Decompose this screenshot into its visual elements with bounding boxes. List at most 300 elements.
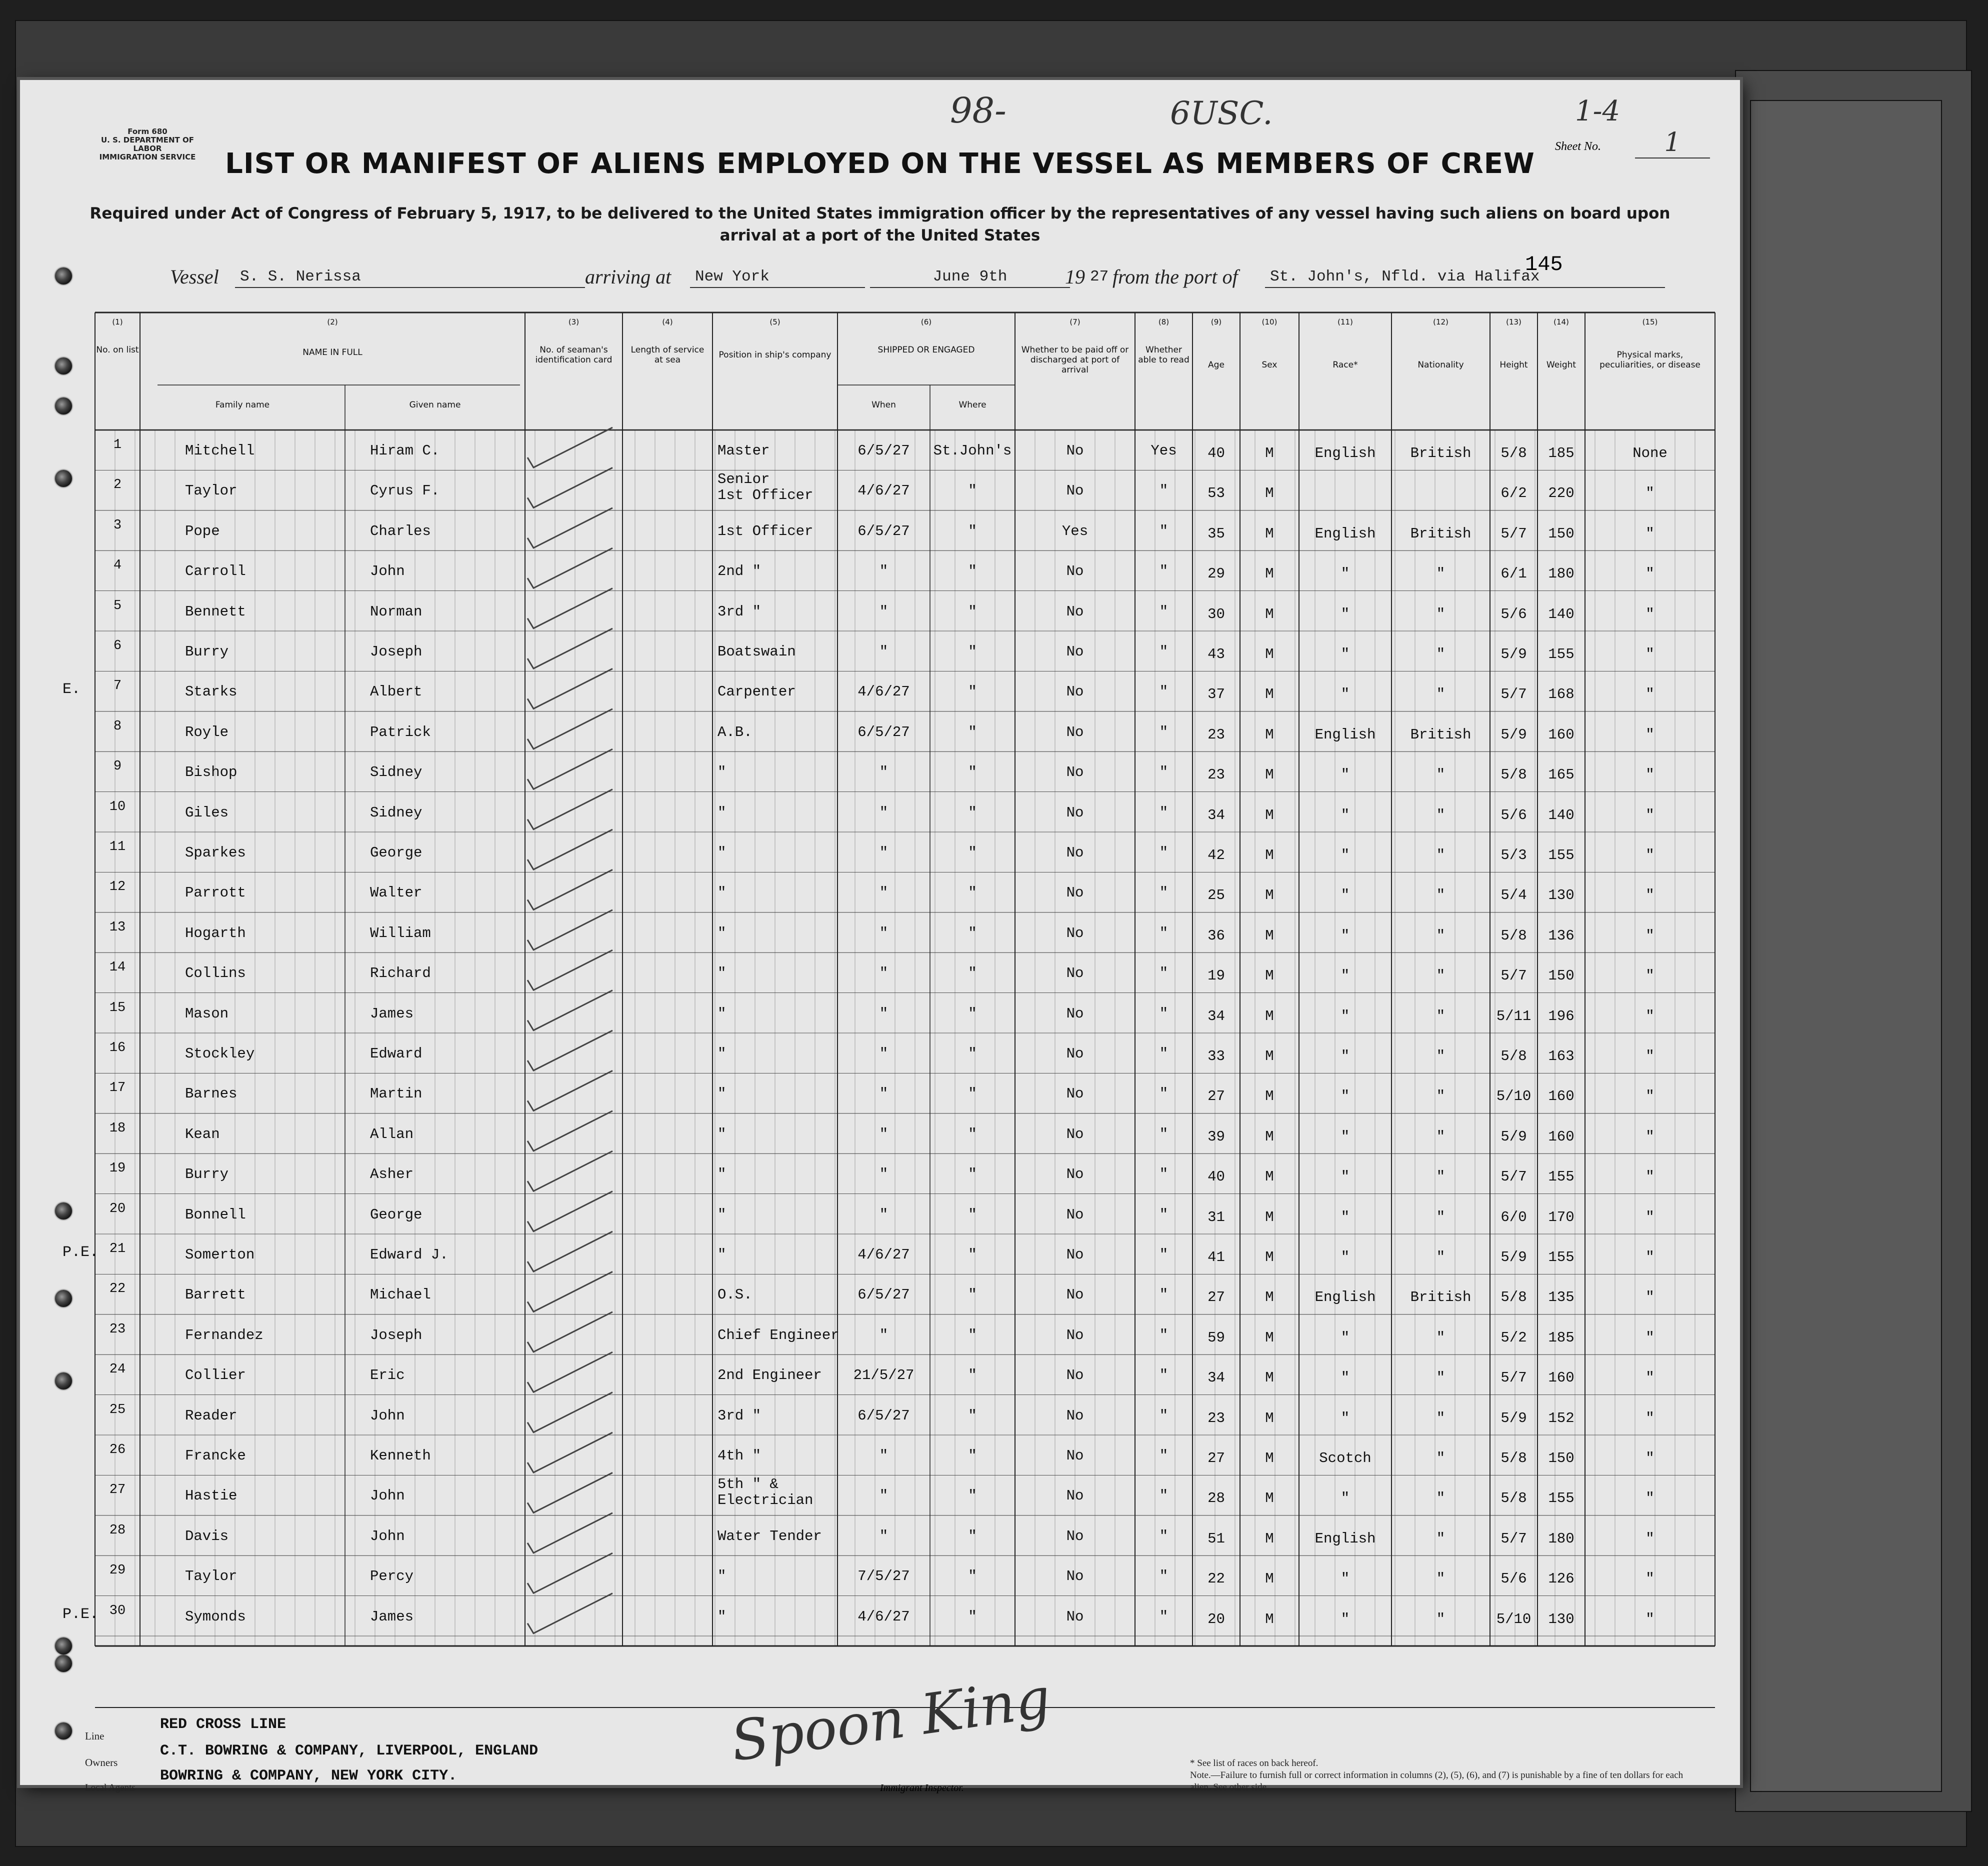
col-10-header: Sex — [1262, 360, 1278, 370]
given-name: Allan — [370, 1126, 414, 1142]
height: 5/8 — [1500, 766, 1527, 784]
checkmark-icon — [528, 1553, 612, 1593]
nationality: " — [1436, 927, 1446, 944]
sex: M — [1265, 1490, 1274, 1507]
row-number: 20 — [109, 1201, 126, 1216]
shipped-when: " — [879, 844, 888, 861]
col-1-number: (1) — [112, 318, 123, 326]
weight: 140 — [1548, 606, 1574, 622]
checkmark-icon — [528, 910, 612, 950]
shipped-where: " — [968, 644, 977, 660]
family-name: Francke — [185, 1448, 246, 1464]
row-number: 1 — [113, 438, 122, 452]
weight: 155 — [1548, 1168, 1574, 1186]
family-name: Mason — [185, 1005, 229, 1022]
age: 40 — [1208, 445, 1225, 462]
able-to-read: " — [1159, 603, 1168, 620]
age: 33 — [1208, 1048, 1225, 1064]
col-6-number: (6) — [920, 318, 932, 326]
shipped-where: " — [968, 1206, 977, 1223]
paid-off: No — [1066, 563, 1084, 580]
inspector-signature: Spoon King — [727, 1665, 1054, 1774]
shipped-where: " — [968, 1528, 977, 1544]
position: " — [718, 1005, 726, 1022]
col-13-number: (13) — [1506, 318, 1522, 326]
physical-marks: " — [1646, 847, 1654, 864]
weight: 152 — [1548, 1410, 1574, 1426]
sex: M — [1265, 1289, 1274, 1306]
sex: M — [1265, 1168, 1274, 1186]
family-name: Mitchell — [185, 442, 255, 459]
nationality: " — [1436, 847, 1446, 864]
height: 5/9 — [1500, 726, 1527, 743]
sex: M — [1265, 766, 1274, 784]
shipped-where: " — [968, 522, 977, 540]
row-number: 22 — [109, 1282, 126, 1297]
height: 5/7 — [1500, 1370, 1527, 1386]
weight: 185 — [1548, 445, 1574, 462]
paid-off: No — [1066, 1608, 1084, 1625]
shipped-when: " — [879, 563, 888, 580]
sex: M — [1265, 606, 1274, 622]
physical-marks: " — [1646, 485, 1654, 502]
paid-off: No — [1066, 1046, 1084, 1062]
race: " — [1340, 887, 1350, 904]
race: " — [1340, 1249, 1350, 1266]
checkmark-icon — [528, 628, 612, 668]
race: " — [1340, 1410, 1350, 1426]
family-name: Burry — [185, 1166, 229, 1183]
position-continued: Electrician — [718, 1492, 814, 1509]
shipped-when: 6/5/27 — [858, 442, 910, 459]
position: " — [718, 1568, 726, 1585]
shipped-where: " — [968, 1407, 977, 1424]
family-name: Kean — [185, 1126, 220, 1142]
able-to-read: " — [1159, 1608, 1168, 1625]
row-number: 18 — [109, 1120, 126, 1136]
sex: M — [1265, 566, 1274, 582]
paid-off: No — [1066, 1246, 1084, 1263]
races-note: * See list of races on back hereof. — [1190, 1758, 1318, 1768]
nationality: British — [1410, 445, 1472, 462]
given-name: George — [370, 1206, 422, 1223]
row-number: 13 — [109, 920, 126, 935]
family-name: Symonds — [185, 1608, 246, 1625]
physical-marks: " — [1646, 1370, 1654, 1386]
height: 6/0 — [1500, 1208, 1527, 1226]
race: English — [1314, 1289, 1376, 1306]
race: " — [1340, 1048, 1350, 1064]
sex: M — [1265, 1570, 1274, 1588]
race: " — [1340, 1008, 1350, 1024]
height: 5/7 — [1500, 525, 1527, 542]
shipped-when-header: When — [872, 400, 896, 410]
weight: 196 — [1548, 1008, 1574, 1024]
weight: 150 — [1548, 968, 1574, 984]
nationality: " — [1436, 1450, 1446, 1466]
row-number: 19 — [109, 1161, 126, 1176]
handwritten-top-note-2: 6USC. — [1170, 95, 1273, 132]
race: " — [1340, 1610, 1350, 1628]
sex: M — [1265, 1410, 1274, 1426]
height: 5/9 — [1500, 1249, 1527, 1266]
family-name: Royle — [185, 724, 229, 740]
position: A.B. — [718, 724, 752, 740]
family-name: Barrett — [185, 1286, 246, 1304]
row-number: 4 — [113, 558, 122, 574]
nationality: " — [1436, 968, 1446, 984]
able-to-read: " — [1159, 1166, 1168, 1183]
height: 5/9 — [1500, 646, 1527, 662]
row-number: 26 — [109, 1442, 126, 1458]
physical-marks: " — [1646, 806, 1654, 824]
physical-marks: " — [1646, 1249, 1654, 1266]
checkmark-icon — [528, 1432, 612, 1472]
race: " — [1340, 1168, 1350, 1186]
handwritten-corner-note: 1-4 — [1575, 95, 1620, 128]
race: " — [1340, 806, 1350, 824]
given-name: Kenneth — [370, 1448, 431, 1464]
checkmark-icon — [528, 1030, 612, 1070]
family-name: Sparkes — [185, 844, 246, 861]
age: 27 — [1208, 1088, 1225, 1105]
paid-off: No — [1066, 804, 1084, 821]
given-name: Charles — [370, 522, 431, 540]
shipped-when: " — [879, 1126, 888, 1142]
checkmark-icon — [528, 1392, 612, 1432]
position: 3rd " — [718, 1407, 762, 1424]
age: 23 — [1208, 1410, 1225, 1426]
row-number: 30 — [109, 1603, 126, 1618]
arrival-year: 27 — [1090, 268, 1109, 286]
paid-off: No — [1066, 482, 1084, 500]
checkmark-icon — [528, 428, 612, 468]
race: " — [1340, 606, 1350, 622]
family-name: Bennett — [185, 603, 246, 620]
shipped-where: " — [968, 563, 977, 580]
shipped-when: 4/6/27 — [858, 482, 910, 500]
year-prefix: 19 — [1065, 266, 1085, 288]
height: 5/10 — [1496, 1610, 1532, 1628]
margin-annotation: P.E. — [62, 1606, 99, 1623]
age: 39 — [1208, 1128, 1225, 1145]
shipped-when: " — [879, 1206, 888, 1223]
given-name: John — [370, 1528, 405, 1544]
sex: M — [1265, 1088, 1274, 1105]
weight: 165 — [1548, 766, 1574, 784]
inspector-label: Immigrant Inspector. — [880, 1782, 964, 1794]
shipped-when: " — [879, 924, 888, 942]
checkmark-icon — [528, 1232, 612, 1272]
paid-off: No — [1066, 844, 1084, 861]
shipped-when: " — [879, 764, 888, 781]
shipped-where: " — [968, 1608, 977, 1625]
shipped-when: 4/6/27 — [858, 1246, 910, 1263]
nationality: " — [1436, 1490, 1446, 1507]
checkmark-icon — [528, 1151, 612, 1191]
age: 36 — [1208, 927, 1225, 944]
age: 34 — [1208, 806, 1225, 824]
family-name: Hogarth — [185, 924, 246, 942]
position: Carpenter — [718, 684, 796, 700]
weight: 160 — [1548, 726, 1574, 743]
paid-off: No — [1066, 442, 1084, 459]
given-name: Walter — [370, 884, 422, 902]
vessel-name: S. S. Nerissa — [235, 268, 585, 288]
nationality: British — [1410, 525, 1472, 542]
arrival-port: New York — [690, 268, 865, 288]
family-name: Davis — [185, 1528, 229, 1544]
height: 6/2 — [1500, 485, 1527, 502]
sex: M — [1265, 1249, 1274, 1266]
sex: M — [1265, 726, 1274, 743]
checkmark-icon — [528, 588, 612, 628]
row-number: 7 — [113, 678, 122, 694]
shipped-when: " — [879, 1086, 888, 1102]
weight: 160 — [1548, 1370, 1574, 1386]
sex: M — [1265, 686, 1274, 703]
race: " — [1340, 766, 1350, 784]
nationality: British — [1410, 726, 1472, 743]
nationality: " — [1436, 1168, 1446, 1186]
family-name: Parrott — [185, 884, 246, 902]
weight: 180 — [1548, 566, 1574, 582]
nationality: " — [1436, 1048, 1446, 1064]
shipped-where: " — [968, 1246, 977, 1263]
shipped-where: " — [968, 1005, 977, 1022]
sheet-number: 1 — [1635, 128, 1710, 158]
checkmark-icon — [528, 749, 612, 789]
able-to-read: " — [1159, 844, 1168, 861]
race: " — [1340, 1490, 1350, 1507]
col-14-number: (14) — [1554, 318, 1569, 326]
able-to-read: " — [1159, 764, 1168, 781]
position: " — [718, 844, 726, 861]
weight: 170 — [1548, 1208, 1574, 1226]
col-12-number: (12) — [1433, 318, 1448, 326]
given-name-header: Given name — [409, 400, 461, 410]
sex: M — [1265, 646, 1274, 662]
page-title: LIST OR MANIFEST OF ALIENS EMPLOYED ON THE VESSEL AS MEMBERS OF CREW — [225, 148, 1535, 180]
position: " — [718, 764, 726, 781]
family-name: Taylor — [185, 1568, 238, 1585]
physical-marks: " — [1646, 766, 1654, 784]
able-to-read: " — [1159, 1367, 1168, 1384]
able-to-read: " — [1159, 522, 1168, 540]
physical-marks: " — [1646, 1530, 1654, 1547]
given-name: Norman — [370, 603, 422, 620]
weight: 155 — [1548, 646, 1574, 662]
nationality: " — [1436, 806, 1446, 824]
position: Senior — [718, 471, 770, 488]
family-name: Stockley — [185, 1046, 255, 1062]
shipped-where: " — [968, 1086, 977, 1102]
col-6-header: SHIPPED OR ENGAGED — [878, 345, 975, 355]
sex: M — [1265, 525, 1274, 542]
shipped-where-header: Where — [958, 400, 986, 410]
weight: 168 — [1548, 686, 1574, 703]
row-number: 17 — [109, 1080, 126, 1096]
checkmark-icon — [528, 668, 612, 708]
race: " — [1340, 927, 1350, 944]
physical-marks: None — [1632, 445, 1668, 462]
height: 5/3 — [1500, 847, 1527, 864]
checkmark-icon — [528, 1312, 612, 1352]
position: " — [718, 1608, 726, 1625]
able-to-read: Yes — [1150, 442, 1177, 459]
sex: M — [1265, 485, 1274, 502]
position: 5th " & — [718, 1476, 778, 1493]
shipped-where: " — [968, 1367, 977, 1384]
paid-off: No — [1066, 1086, 1084, 1102]
shipped-where: " — [968, 1326, 977, 1344]
shipped-where: " — [968, 804, 977, 821]
position: Boatswain — [718, 644, 796, 660]
height: 5/9 — [1500, 1128, 1527, 1145]
checkmark-icon — [528, 548, 612, 588]
physical-marks: " — [1646, 525, 1654, 542]
col-8-header: Whether able to read — [1138, 345, 1190, 365]
race: " — [1340, 968, 1350, 984]
physical-marks: " — [1646, 927, 1654, 944]
able-to-read: " — [1159, 1086, 1168, 1102]
age: 34 — [1208, 1008, 1225, 1024]
family-name: Burry — [185, 644, 229, 660]
race: " — [1340, 566, 1350, 582]
row-number: 9 — [113, 759, 122, 774]
position: " — [718, 965, 726, 982]
weight: 220 — [1548, 485, 1574, 502]
physical-marks: " — [1646, 1168, 1654, 1186]
checkmark-icon — [528, 1513, 612, 1553]
shipped-when: " — [879, 804, 888, 821]
paid-off: No — [1066, 965, 1084, 982]
shipped-when: 6/5/27 — [858, 522, 910, 540]
checkmark-icon — [528, 830, 612, 870]
shipped-when: 21/5/27 — [853, 1367, 914, 1384]
position: 2nd " — [718, 563, 762, 580]
given-name: Albert — [370, 684, 422, 700]
checkmark-icon — [528, 870, 612, 910]
nationality: " — [1436, 1410, 1446, 1426]
physical-marks: " — [1646, 1490, 1654, 1507]
position: 1st Officer — [718, 522, 814, 540]
nationality: " — [1436, 1370, 1446, 1386]
paid-off: No — [1066, 644, 1084, 660]
family-name: Taylor — [185, 482, 238, 500]
physical-marks: " — [1646, 1208, 1654, 1226]
department-name: U. S. DEPARTMENT OF LABOR — [100, 136, 194, 153]
shipped-where: " — [968, 603, 977, 620]
race: Scotch — [1319, 1450, 1372, 1466]
col-7-header: Whether to be paid off or discharged at port of arrival — [1021, 345, 1129, 375]
row-number: 6 — [113, 638, 122, 654]
race: English — [1314, 726, 1376, 743]
given-name: Edward J. — [370, 1246, 448, 1263]
col-14-header: Weight — [1546, 360, 1576, 370]
paid-off: No — [1066, 1367, 1084, 1384]
col-11-header: Race* — [1332, 360, 1358, 370]
family-name: Reader — [185, 1407, 238, 1424]
age: 30 — [1208, 606, 1225, 622]
able-to-read: " — [1159, 644, 1168, 660]
age: 27 — [1208, 1289, 1225, 1306]
family-name: Hastie — [185, 1488, 238, 1504]
height: 5/8 — [1500, 1450, 1527, 1466]
local-agents-label: Local Agents — [85, 1782, 136, 1793]
height: 5/7 — [1500, 968, 1527, 984]
height: 5/8 — [1500, 1289, 1527, 1306]
height: 5/11 — [1496, 1008, 1532, 1024]
shipped-when: " — [879, 1326, 888, 1344]
col-9-header: Age — [1208, 360, 1224, 370]
given-name: John — [370, 563, 405, 580]
weight: 155 — [1548, 1249, 1574, 1266]
checkmark-icon — [528, 1272, 612, 1312]
nationality: " — [1436, 646, 1446, 662]
from-port: St. John's, Nfld. via Halifax — [1265, 268, 1665, 288]
race: " — [1340, 1329, 1350, 1346]
shipped-when: " — [879, 603, 888, 620]
race: English — [1314, 525, 1376, 542]
age: 37 — [1208, 686, 1225, 703]
family-name: Bishop — [185, 764, 238, 781]
position: Water Tender — [718, 1528, 822, 1544]
physical-marks: " — [1646, 1128, 1654, 1145]
height: 6/1 — [1500, 566, 1527, 582]
row-number: 24 — [109, 1362, 126, 1378]
shipped-when: " — [879, 965, 888, 982]
col-10-number: (10) — [1262, 318, 1278, 326]
position: O.S. — [718, 1286, 752, 1304]
sex: M — [1265, 1610, 1274, 1628]
vessel-label: Vessel — [170, 266, 219, 288]
penalty-note — [1190, 1758, 1690, 1794]
shipped-where: " — [968, 724, 977, 740]
manifest-page — [20, 80, 1740, 1794]
checkmark-icon — [528, 1111, 612, 1151]
given-name: Sidney — [370, 804, 422, 821]
able-to-read: " — [1159, 724, 1168, 740]
shipped-when: " — [879, 1488, 888, 1504]
sex: M — [1265, 847, 1274, 864]
race: " — [1340, 1128, 1350, 1145]
handwritten-top-note-1: 98- — [950, 90, 1006, 131]
position-continued: 1st Officer — [718, 487, 814, 504]
shipped-when: 6/5/27 — [858, 1286, 910, 1304]
sex: M — [1265, 887, 1274, 904]
row-number: 5 — [113, 598, 122, 614]
nationality: British — [1410, 1289, 1472, 1306]
able-to-read: " — [1159, 1005, 1168, 1022]
age: 41 — [1208, 1249, 1225, 1266]
owners-label: Owners — [85, 1756, 118, 1768]
col-1-header: No. on list — [96, 345, 139, 355]
checkmark-icon — [528, 790, 612, 830]
height: 5/8 — [1500, 927, 1527, 944]
weight: 155 — [1548, 1490, 1574, 1507]
row-number: 12 — [109, 880, 126, 895]
able-to-read: " — [1159, 924, 1168, 942]
physical-marks: " — [1646, 1450, 1654, 1466]
row-number: 14 — [109, 960, 126, 976]
shipped-where: " — [968, 844, 977, 861]
nationality: " — [1436, 686, 1446, 703]
paid-off: No — [1066, 764, 1084, 781]
position: Master — [718, 442, 770, 459]
able-to-read: " — [1159, 1568, 1168, 1585]
age: 19 — [1208, 968, 1225, 984]
